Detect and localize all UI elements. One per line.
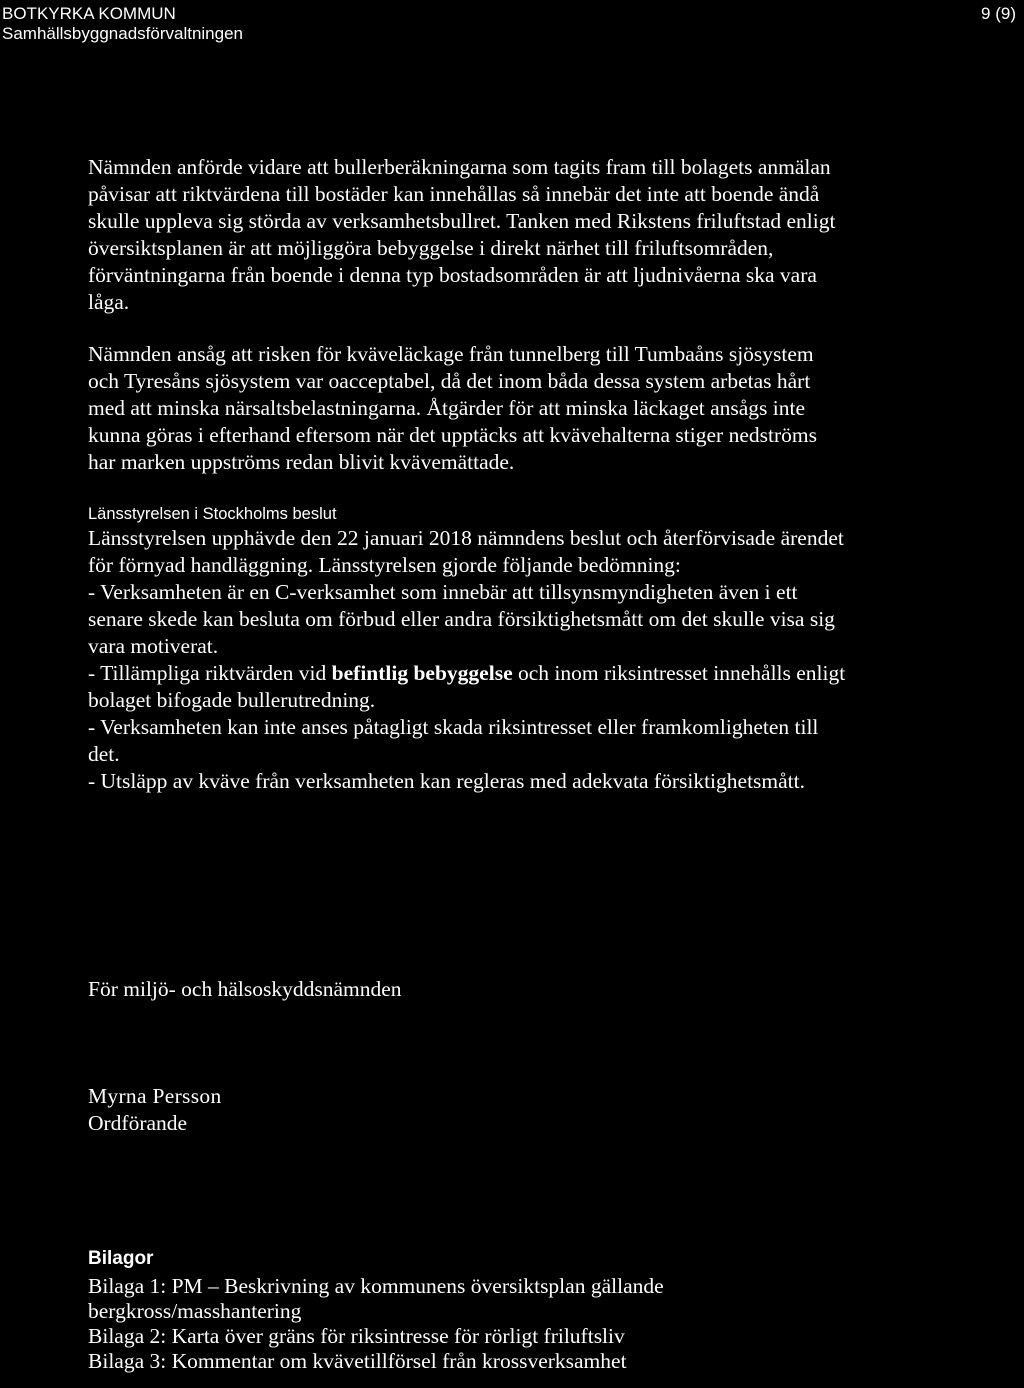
attachments-heading: Bilagor <box>88 1248 154 1269</box>
document-body <box>88 154 968 795</box>
finding-item: - Utsläpp av kväve från verksamheten kan regleras med adekvata försiktighetsmått. <box>88 769 805 793</box>
attachment-item: Bilaga 2: Karta över gräns för riksintresse för rörligt friluftsliv <box>88 1324 625 1348</box>
paragraph-nitrogen-risk: Nämnden ansåg att risken för kväveläckage från tunnelberg till Tumbaåns sjösystem och Tyresåns sjösystem var oacceptabel, då det inom båda dessa system arbetas hårt med att minska närsaltsbelastningarna. Åtgärder för att minska läckaget ansågs inte kunna göras i efterhand eftersom när det upptäcks att kvävehalterna stiger nedströms har marken uppströms redan blivit kvävemättade. <box>88 342 817 474</box>
signatory-title: Ordförande <box>88 1111 188 1135</box>
county-decision-heading: Länsstyrelsen i Stockholms beslut <box>88 505 337 523</box>
finding-item: - Verksamheten kan inte anses påtagligt skada riksintresset eller framkomligheten till det. <box>88 715 819 766</box>
attachment-item: Bilaga 1: PM – Beskrivning av kommunens översiktsplan gällande bergkross/masshantering <box>88 1274 664 1323</box>
signature-block <box>88 1083 222 1137</box>
finding-item: - Verksamheten är en C-verksamhet som innebär att tillsynsmyndigheten även i ett senare skede kan besluta om förbud eller andra försiktighetsmått om det skulle visa sig vara motiverat. <box>88 580 835 658</box>
attachments-section <box>88 1247 948 1374</box>
department-name: Samhällsbyggnadsförvaltningen <box>2 24 243 43</box>
paragraph-noise-assessment: Nämnden anförde vidare att bullerberäkningarna som tagits fram till bolagets anmälan påvisar att riktvärdena till bostäder kan innehållas så innebär det inte att boende ändå skulle uppleva sig störda av verksamhetsbullret. Tanken med Rikstens friluftstad enligt översiktsplanen är att möjliggöra bebyggelse i direkt närhet till friluftsområden, förväntningarna från boende i denna typ bostadsområden är att ljudnivåerna ska vara låga. <box>88 155 836 314</box>
finding-emphasis: befintlig bebyggelse <box>331 661 513 685</box>
finding-text: och inom riksintresset innehålls enligt bolaget bifogade bullerutredning. <box>88 661 846 712</box>
signoff-on-behalf: För miljö- och hälsoskyddsnämnden <box>88 977 402 1001</box>
organization-name: BOTKYRKA KOMMUN <box>2 4 176 23</box>
finding-text: - Tillämpliga riktvärden vid <box>88 661 332 685</box>
finding-item <box>88 660 848 714</box>
page-number: 9 (9) <box>981 4 1016 23</box>
county-decision-intro: Länsstyrelsen upphävde den 22 januari 2018 nämndens beslut och återförvisade ärendet för förnyad handläggning. Länsstyrelsen gjorde följande bedömning: <box>88 526 844 577</box>
document-header <box>2 4 243 44</box>
attachment-item: Bilaga 3: Kommentar om kvävetillförsel från krossverksamhet <box>88 1349 627 1373</box>
signatory-name: Myrna Persson <box>88 1084 222 1108</box>
